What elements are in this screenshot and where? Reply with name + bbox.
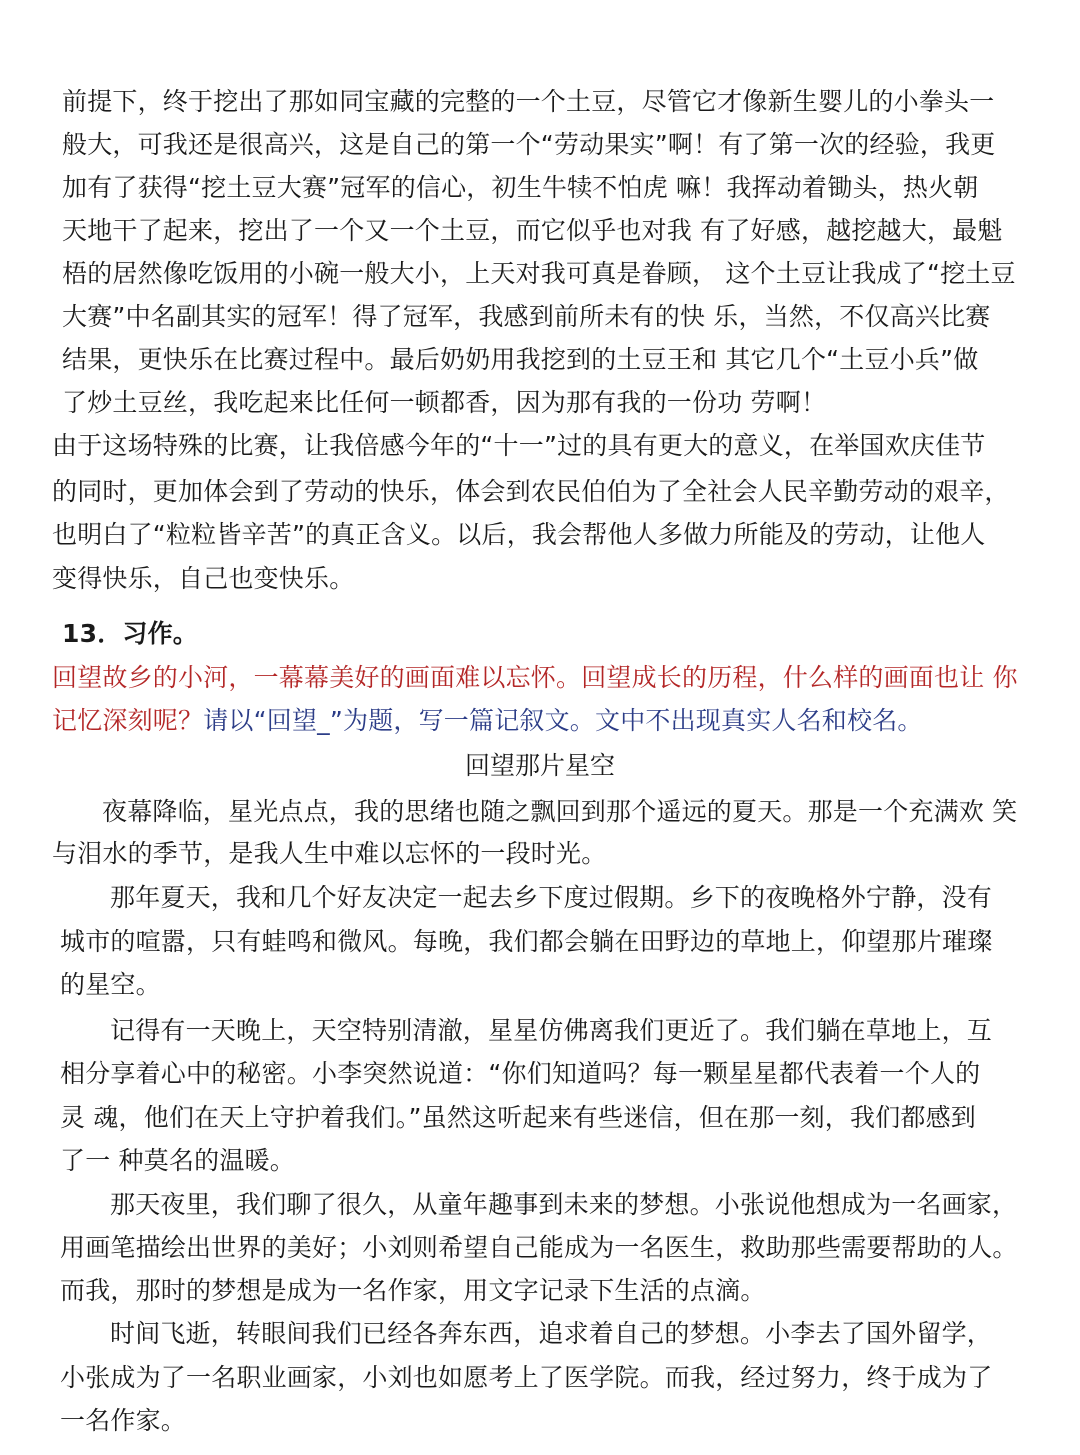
story-line: 梧的居然像吃饭用的小碗一般大小，上天对我可真是眷顾， 这个土豆让我成了“挖土豆 [62,259,1016,288]
essay-line: 用画笔描绘出世界的美好；小刘则希望自己能成为一名医生，救助那些需要帮助的人。 [60,1233,1018,1262]
essay-line: 一名作家。 [60,1406,187,1435]
essay-line: 记得有一天晚上，天空特别清澈，星星仿佛离我们更近了。我们躺在草地上，互 [110,1016,993,1045]
question-heading: 13．习作。 [62,619,198,648]
essay-title: 回望那片星空 [464,751,615,780]
essay-line: 了一 种莫名的温暖。 [60,1146,295,1175]
essay-line: 灵 魂，他们在天上守护着我们。”虽然这听起来有些迷信，但在那一刻，我们都感到 [60,1103,977,1132]
story-line: 的同时，更加体会到了劳动的快乐，体会到农民伯伯为了全社会人民辛勤劳动的艰辛， [52,477,1010,506]
story-line: 般大，可我还是很高兴，这是自己的第一个“劳动果实”啊！有了第一次的经验，我更 [62,130,996,159]
essay-line: 城市的喧嚣，只有蛙鸣和微风。每晚，我们都会躺在田野边的草地上，仰望那片璀璨 [60,927,993,956]
prompt-blue-part: 请以“回望_”为题，写一篇记叙文。文中不出现真实人名和校名。 [203,706,923,735]
story-line: 了炒土豆丝，我吃起来比任何一顿都香，因为那有我的一份功 劳啊！ [62,388,827,417]
question-prompt-line2 [52,705,923,737]
story-line: 加有了获得“挖土豆大赛”冠军的信心，初生牛犊不怕虎 嘛！我挥动着锄头，热火朝 [62,173,979,202]
story-line: 前提下，终于挖出了那如同宝藏的完整的一个土豆，尽管它才像新生婴儿的小拳头一 [62,87,995,116]
prompt-red-part: 记忆深刻呢？ [52,706,204,735]
question-prompt: 回望故乡的小河，一幕幕美好的画面难以忘怀。回望成长的历程，什么样的画面也让 你 [52,663,1018,692]
story-line: 结果，更快乐在比赛过程中。最后奶奶用我挖到的土豆王和 其它几个“土豆小兵”做 [62,345,979,374]
story-line: 大赛”中名副其实的冠军！得了冠军，我感到前所未有的快 乐，当然，不仅高兴比赛 [62,302,991,331]
story-line: 天地干了起来，挖出了一个又一个土豆，而它似乎也对我 有了好感，越挖越大，最魁 [62,216,1003,245]
essay-line: 夜幕降临，星光点点，我的思绪也随之飘回到那个遥远的夏天。那是一个充满欢 笑 [102,797,1018,826]
essay-line: 的星空。 [60,970,161,999]
story-line: 变得快乐，自己也变快乐。 [52,564,355,593]
essay-line: 那天夜里，我们聊了很久，从童年趣事到未来的梦想。小张说他想成为一名画家， [110,1190,1018,1219]
essay-line: 而我，那时的梦想是成为一名作家，用文字记录下生活的点滴。 [60,1276,766,1305]
story-line: 也明白了“粒粒皆辛苦”的真正含义。以后，我会帮他人多做力所能及的劳动，让他人 [52,520,986,549]
story-line: 由于这场特殊的比赛，让我倍感今年的“十一”过的具有更大的意义，在举国欢庆佳节 [52,431,986,460]
essay-line: 那年夏天，我和几个好友决定一起去乡下度过假期。乡下的夜晚格外宁静，没有 [110,883,993,912]
essay-line: 相分享着心中的秘密。小李突然说道：“你们知道吗？每一颗星星都代表着一个人的 [60,1059,981,1088]
essay-line: 与泪水的季节，是我人生中难以忘怀的一段时光。 [52,839,607,868]
essay-line: 小张成为了一名职业画家，小刘也如愿考上了医学院。而我，经过努力，终于成为了 [60,1363,993,1392]
essay-line: 时间飞逝，转眼间我们已经各奔东西，追求着自己的梦想。小李去了国外留学， [110,1319,993,1348]
